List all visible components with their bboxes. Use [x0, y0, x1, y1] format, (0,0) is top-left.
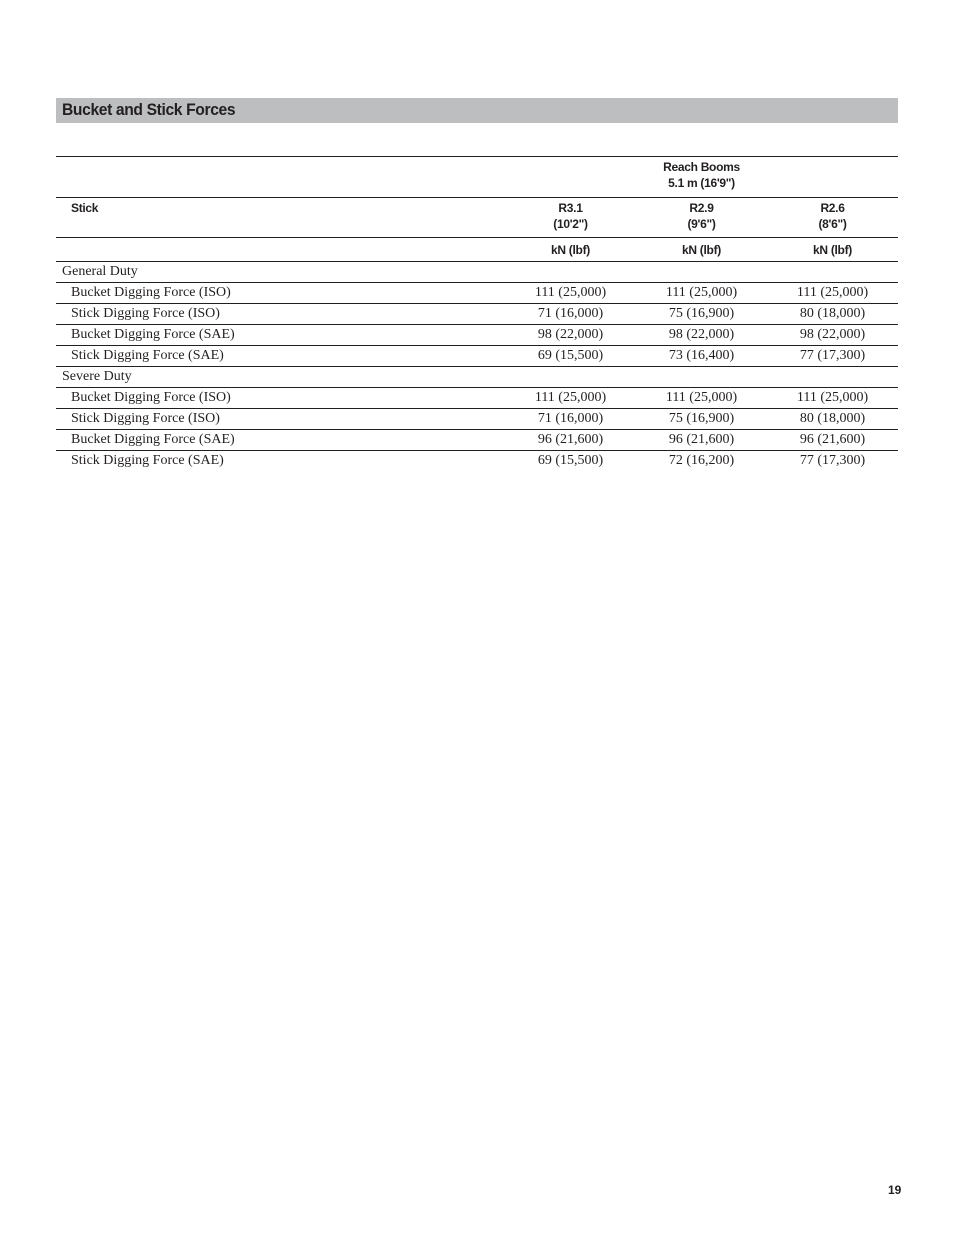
- table-row: [56, 304, 898, 325]
- unit-cell: kN (lbf): [505, 238, 636, 262]
- table-row: [56, 430, 898, 451]
- stick-length: (8'6"): [818, 217, 847, 231]
- value-cell: 72 (16,200): [668, 453, 735, 468]
- value-cell: 75 (16,900): [636, 304, 767, 325]
- stick-header-r26: [767, 198, 898, 238]
- row-label: Stick Digging Force (SAE): [71, 453, 224, 468]
- value-cell: 80 (18,000): [767, 409, 898, 430]
- stick-header-r29: [636, 198, 767, 238]
- row-label: Stick Digging Force (ISO): [56, 304, 505, 325]
- value-cell: 98 (22,000): [636, 325, 767, 346]
- table-row: [56, 325, 898, 346]
- value-cell: 80 (18,000): [767, 304, 898, 325]
- table-row: [56, 451, 898, 472]
- value-cell: 75 (16,900): [636, 409, 767, 430]
- value-cell: 111 (25,000): [505, 388, 636, 409]
- section-header-bar: [56, 98, 898, 123]
- boom-header-line2: 5.1 m (16'9"): [668, 176, 735, 190]
- table-row: [56, 409, 898, 430]
- stick-name: R2.6: [820, 201, 845, 215]
- units-empty-cell: [56, 238, 505, 262]
- page-number: 19: [888, 1183, 902, 1197]
- row-label: Bucket Digging Force (ISO): [56, 283, 505, 304]
- stick-header-r31: [505, 198, 636, 238]
- value-cell: 77 (17,300): [799, 453, 866, 468]
- boom-header-row: [56, 157, 898, 198]
- value-cell: 111 (25,000): [767, 283, 898, 304]
- boom-header-line1: Reach Booms: [663, 160, 740, 174]
- stick-name: R3.1: [558, 201, 583, 215]
- units-row: [56, 238, 898, 262]
- table-row: [56, 346, 898, 367]
- unit-cell: kN (lbf): [767, 238, 898, 262]
- value-cell: 98 (22,000): [505, 325, 636, 346]
- table-row: [56, 388, 898, 409]
- boom-header-cell: [505, 157, 898, 198]
- value-cell: 71 (16,000): [505, 409, 636, 430]
- stick-length: (9'6"): [687, 217, 716, 231]
- stick-name: R2.9: [689, 201, 714, 215]
- value-cell: 71 (16,000): [505, 304, 636, 325]
- boom-header-empty-cell: [56, 157, 505, 198]
- stick-length: (10'2"): [553, 217, 588, 231]
- row-label: Stick Digging Force (ISO): [56, 409, 505, 430]
- group-label: Severe Duty: [56, 367, 898, 388]
- value-cell: 96 (21,600): [767, 430, 898, 451]
- value-cell: 96 (21,600): [636, 430, 767, 451]
- unit-cell: kN (lbf): [636, 238, 767, 262]
- row-label: Stick Digging Force (SAE): [56, 346, 505, 367]
- value-cell: 69 (15,500): [537, 453, 604, 468]
- group-row-severe-duty: [56, 367, 898, 388]
- value-cell: 98 (22,000): [767, 325, 898, 346]
- stick-label: Stick: [56, 198, 505, 238]
- value-cell: 111 (25,000): [636, 388, 767, 409]
- value-cell: 73 (16,400): [636, 346, 767, 367]
- row-label: Bucket Digging Force (ISO): [56, 388, 505, 409]
- value-cell: 77 (17,300): [767, 346, 898, 367]
- group-label: General Duty: [56, 262, 898, 283]
- value-cell: 111 (25,000): [767, 388, 898, 409]
- table-row: [56, 283, 898, 304]
- value-cell: 96 (21,600): [505, 430, 636, 451]
- value-cell: 111 (25,000): [636, 283, 767, 304]
- value-cell: 69 (15,500): [505, 346, 636, 367]
- stick-header-row: [56, 198, 898, 238]
- row-label: Bucket Digging Force (SAE): [56, 430, 505, 451]
- section-title: Bucket and Stick Forces: [62, 100, 236, 119]
- row-label: Bucket Digging Force (SAE): [56, 325, 505, 346]
- group-row-general-duty: [56, 262, 898, 283]
- bucket-stick-forces-table: [56, 156, 898, 471]
- value-cell: 111 (25,000): [505, 283, 636, 304]
